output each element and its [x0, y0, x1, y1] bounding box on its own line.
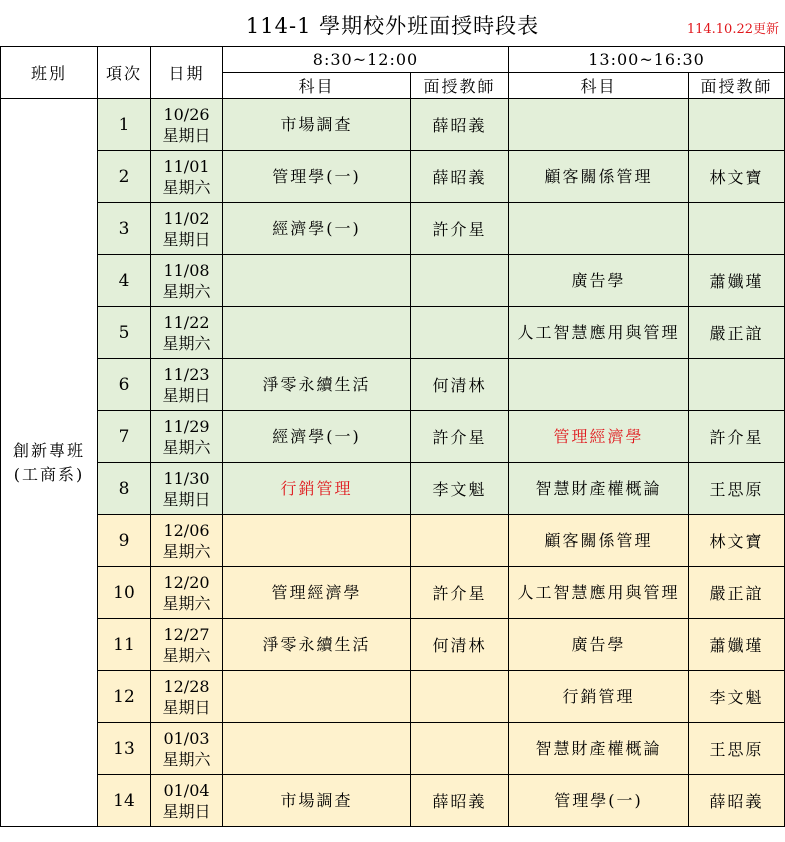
table-row: [1, 515, 785, 567]
am-subject: 行銷管理: [223, 463, 411, 515]
table-row: [1, 775, 785, 827]
table-row: [1, 359, 785, 411]
am-subject: [223, 671, 411, 723]
am-subject: 經濟學(一): [223, 203, 411, 255]
pm-teacher: [689, 99, 785, 151]
pm-subject: [509, 203, 689, 255]
table-row: [1, 151, 785, 203]
title-bar: [0, 0, 785, 46]
item-number: 4: [98, 255, 151, 307]
date-cell: [151, 567, 223, 619]
am-teacher: 薛昭義: [411, 775, 509, 827]
am-teacher: [411, 255, 509, 307]
weekday: 星期六: [162, 333, 211, 353]
weekday: 星期日: [162, 125, 211, 145]
item-number: 6: [98, 359, 151, 411]
updated-date: 114.10.22更新: [686, 22, 779, 37]
pm-teacher: 嚴正誼: [689, 567, 785, 619]
am-subject: [223, 307, 411, 359]
am-teacher: 薛昭義: [411, 99, 509, 151]
item-number: 3: [98, 203, 151, 255]
date-value: 12/20: [163, 572, 210, 592]
date-value: 11/29: [163, 416, 210, 436]
date-cell: [151, 775, 223, 827]
date-value: 11/02: [163, 208, 210, 228]
table-row: [1, 567, 785, 619]
pm-teacher: 王思原: [689, 723, 785, 775]
table-row: [1, 463, 785, 515]
table-row: [1, 723, 785, 775]
am-teacher: 何清林: [411, 359, 509, 411]
class-name-cell: [1, 99, 98, 827]
header-subject-pm: 科目: [509, 73, 689, 99]
weekday: 星期日: [162, 489, 211, 509]
pm-teacher: 林文寶: [689, 515, 785, 567]
pm-teacher: 許介星: [689, 411, 785, 463]
table-row: [1, 99, 785, 151]
header-teacher-am: 面授教師: [411, 73, 509, 99]
pm-subject: 顧客關係管理: [509, 515, 689, 567]
am-teacher: 何清林: [411, 619, 509, 671]
date-value: 01/04: [163, 780, 210, 800]
pm-subject: 廣告學: [509, 619, 689, 671]
weekday: 星期六: [162, 281, 211, 301]
item-number: 12: [98, 671, 151, 723]
pm-subject: 人工智慧應用與管理: [509, 307, 689, 359]
date-cell: [151, 99, 223, 151]
weekday: 星期日: [162, 229, 211, 249]
date-value: 12/06: [163, 520, 210, 540]
header-item: 項次: [98, 47, 151, 99]
date-value: 10/26: [163, 104, 210, 124]
weekday: 星期六: [162, 541, 211, 561]
pm-subject: 智慧財產權概論: [509, 723, 689, 775]
date-cell: [151, 359, 223, 411]
am-teacher: [411, 307, 509, 359]
pm-teacher: 嚴正誼: [689, 307, 785, 359]
pm-subject: [509, 99, 689, 151]
am-subject: 淨零永續生活: [223, 619, 411, 671]
am-teacher: [411, 515, 509, 567]
pm-teacher: 薛昭義: [689, 775, 785, 827]
am-subject: [223, 723, 411, 775]
am-teacher: 許介星: [411, 203, 509, 255]
date-cell: [151, 463, 223, 515]
item-number: 10: [98, 567, 151, 619]
weekday: 星期六: [162, 593, 211, 613]
date-cell: [151, 151, 223, 203]
page-title: 114-1 學期校外班面授時段表: [245, 14, 540, 38]
pm-teacher: 林文寶: [689, 151, 785, 203]
schedule-table: [0, 46, 785, 827]
am-teacher: [411, 723, 509, 775]
item-number: 2: [98, 151, 151, 203]
class-name: 創新專班: [12, 440, 85, 460]
weekday: 星期日: [162, 801, 211, 821]
am-teacher: 李文魁: [411, 463, 509, 515]
am-teacher: 許介星: [411, 411, 509, 463]
am-subject: 經濟學(一): [223, 411, 411, 463]
header-class: 班別: [1, 47, 98, 99]
pm-subject: 行銷管理: [509, 671, 689, 723]
item-number: 8: [98, 463, 151, 515]
table-row: [1, 203, 785, 255]
am-subject: 管理經濟學: [223, 567, 411, 619]
pm-subject: 廣告學: [509, 255, 689, 307]
date-cell: [151, 515, 223, 567]
am-subject: 市場調查: [223, 99, 411, 151]
date-cell: [151, 671, 223, 723]
header-session-pm: 13:00~16:30: [509, 47, 785, 73]
date-cell: [151, 203, 223, 255]
weekday: 星期六: [162, 749, 211, 769]
date-value: 11/08: [163, 260, 210, 280]
date-cell: [151, 255, 223, 307]
header-session-am: 8:30~12:00: [223, 47, 509, 73]
table-row: [1, 307, 785, 359]
item-number: 7: [98, 411, 151, 463]
pm-teacher: 李文魁: [689, 671, 785, 723]
pm-teacher: [689, 203, 785, 255]
item-number: 5: [98, 307, 151, 359]
header-date: 日期: [151, 47, 223, 99]
weekday: 星期六: [162, 437, 211, 457]
class-dept: (工商系): [13, 464, 85, 484]
date-value: 11/23: [163, 364, 210, 384]
am-subject: 市場調查: [223, 775, 411, 827]
date-cell: [151, 619, 223, 671]
pm-subject: 管理經濟學: [509, 411, 689, 463]
pm-subject: 人工智慧應用與管理: [509, 567, 689, 619]
item-number: 1: [98, 99, 151, 151]
pm-teacher: [689, 359, 785, 411]
am-subject: 淨零永續生活: [223, 359, 411, 411]
pm-teacher: 王思原: [689, 463, 785, 515]
weekday: 星期日: [162, 385, 211, 405]
date-cell: [151, 307, 223, 359]
pm-teacher: 蕭孅瑾: [689, 619, 785, 671]
date-value: 01/03: [163, 728, 210, 748]
table-row: [1, 411, 785, 463]
am-teacher: 許介星: [411, 567, 509, 619]
item-number: 9: [98, 515, 151, 567]
item-number: 14: [98, 775, 151, 827]
date-value: 12/27: [163, 624, 210, 644]
date-value: 11/22: [163, 312, 210, 332]
header-subject-am: 科目: [223, 73, 411, 99]
am-subject: [223, 515, 411, 567]
am-subject: [223, 255, 411, 307]
weekday: 星期六: [162, 645, 211, 665]
table-row: [1, 619, 785, 671]
pm-subject: 智慧財產權概論: [509, 463, 689, 515]
weekday: 星期六: [162, 177, 211, 197]
am-subject: 管理學(一): [223, 151, 411, 203]
date-value: 12/28: [163, 676, 210, 696]
table-row: [1, 671, 785, 723]
date-cell: [151, 411, 223, 463]
weekday: 星期日: [162, 697, 211, 717]
header-teacher-pm: 面授教師: [689, 73, 785, 99]
pm-subject: 管理學(一): [509, 775, 689, 827]
pm-subject: 顧客關係管理: [509, 151, 689, 203]
table-row: [1, 255, 785, 307]
item-number: 13: [98, 723, 151, 775]
date-value: 11/30: [163, 468, 210, 488]
item-number: 11: [98, 619, 151, 671]
date-value: 11/01: [163, 156, 210, 176]
am-teacher: [411, 671, 509, 723]
pm-teacher: 蕭孅瑾: [689, 255, 785, 307]
am-teacher: 薛昭義: [411, 151, 509, 203]
date-cell: [151, 723, 223, 775]
pm-subject: [509, 359, 689, 411]
